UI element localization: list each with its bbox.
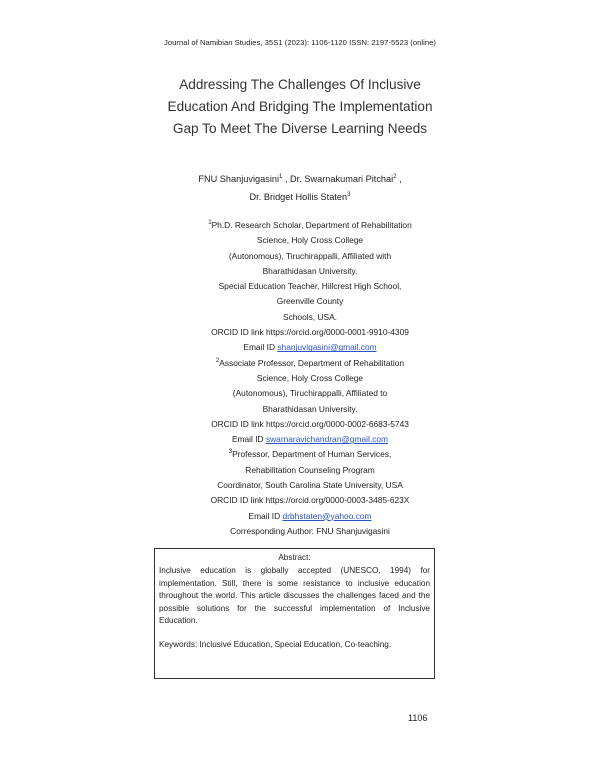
abstract-heading: Abstract: xyxy=(278,553,311,562)
affiliation-line: (Autonomous), Tiruchirappalli, Affiliated to xyxy=(232,388,388,399)
title-line: Addressing The Challenges Of Inclusive xyxy=(179,77,421,92)
abstract-box xyxy=(154,548,435,679)
authors-line-1 xyxy=(100,170,500,188)
affiliation-superscript: 1 xyxy=(208,220,212,227)
paper-title xyxy=(100,74,500,140)
affiliation-1-first-line: $^1$Ph.D. Research Scholar, Department of Rehabilitation xyxy=(208,220,412,230)
affiliation-line: Coordinator, South Carolina State University, USA xyxy=(217,480,403,491)
author-superscript: 2 xyxy=(393,173,397,180)
affiliation-superscript: 3 xyxy=(228,449,233,456)
orcid-line: ORCID ID link https://orcid.org/0000-0003-3485-623X xyxy=(210,495,410,506)
author-name: Dr. Bridget Hollis Staten xyxy=(249,192,348,202)
author-name: FNU Shanjuvigasini xyxy=(198,174,280,184)
email-link[interactable]: drbhstaten@yahoo.com xyxy=(282,510,372,521)
email-line: Email ID swarnaravichandran@gmail.com xyxy=(231,434,389,445)
affiliation-line: Greenville County xyxy=(276,296,344,307)
author-separator: , Dr. Swarnakumari Pitchai xyxy=(282,174,394,184)
affiliation-line: Bharathidasan University. xyxy=(262,265,358,276)
affiliation-line: (Autonomous), Tiruchirappalli, Affiliated with xyxy=(228,250,392,261)
author-superscript: 3 xyxy=(347,191,351,198)
title-line: Education And Bridging The Implementation xyxy=(167,99,433,114)
affiliation-line: Bharathidasan University. xyxy=(262,403,358,414)
affiliations xyxy=(120,218,500,539)
affiliation-2-first-line: $^2$Associate Professor, Department of Rehabilitation xyxy=(215,357,405,368)
email-line: Email ID shanjuvigasini@gmail.com xyxy=(243,342,377,353)
authors-line-2 xyxy=(100,188,500,206)
email-link[interactable]: shanjuvigasini@gmail.com xyxy=(277,342,377,353)
affiliation-line: Schools, USA. xyxy=(283,311,337,322)
affiliation-line: Special Education Teacher, Hillcrest High School, xyxy=(218,281,402,292)
author-list xyxy=(100,170,500,206)
orcid-line: ORCID ID link https://orcid.org/0000-0001-9910-4309 xyxy=(211,327,409,338)
keywords: Keywords: Inclusive Education, Special Education, Co-teaching. xyxy=(159,640,392,650)
journal-header: Journal of Namibian Studies, 35S1 (2023): 1106-1120 ISSN: 2197-5523 (online) xyxy=(164,38,436,47)
email-link[interactable]: swarnaravichandran@gmail.com xyxy=(265,434,389,445)
affiliation-superscript: 2 xyxy=(215,357,220,364)
affiliation-line: Science, Holy Cross College xyxy=(256,372,364,383)
orcid-line: ORCID ID link https://orcid.org/0000-0002-6683-5743 xyxy=(211,418,409,429)
author-superscript: 1 xyxy=(279,173,283,180)
page-number: 1106 xyxy=(408,713,428,723)
affiliation-3-first-line: $^3$Professor, Department of Human Services, xyxy=(228,449,392,460)
corresponding-author: Corresponding Author: FNU Shanjuvigasini xyxy=(230,525,390,536)
author-separator: , xyxy=(396,174,402,184)
title-line: Gap To Meet The Diverse Learning Needs xyxy=(172,121,428,136)
abstract-text: Inclusive education is globally accepted (UNESCO, 1994) for implementation. Still, there is some resistance to inclusive education throughout the world. This article discusses the challenges faced and the possible solutions for the successful implementation of Inclusive Education. xyxy=(159,566,430,626)
affiliation-line: Science, Holy Cross College xyxy=(256,235,364,246)
affiliation-line: Rehabilitation Counseling Program xyxy=(245,464,375,475)
email-line: Email ID drbhstaten@yahoo.com xyxy=(248,510,372,521)
